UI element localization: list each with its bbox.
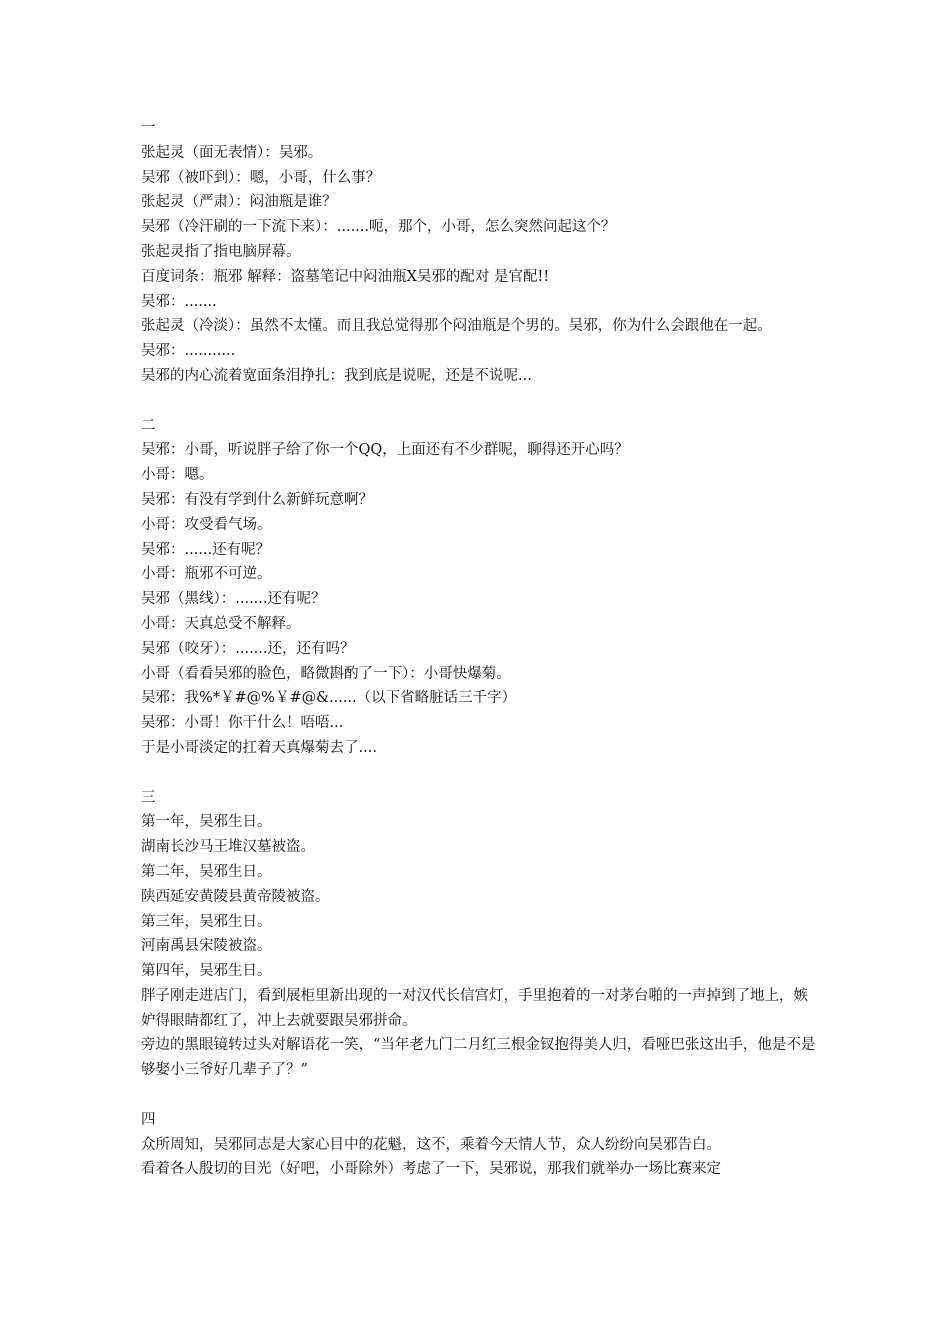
text-line: 吴邪：我%*￥#@%￥#@&......（以下省略脏话三千字）	[141, 690, 517, 707]
text-line: 于是小哥淡定的扛着天真爆菊去了....	[141, 739, 377, 756]
text-line: 湖南长沙马王堆汉墓被盗。	[141, 839, 315, 856]
text-line: 众所周知，吴邪同志是大家心目中的花魁，这不，乘着今天情人节，众人纷纷向吴邪告白。	[141, 1136, 721, 1153]
text-line: 河南禹县宋陵被盗。	[141, 938, 272, 955]
text-line: 小哥：天真总受不解释。	[141, 615, 301, 632]
text-line: 小哥：攻受看气场。	[141, 516, 272, 533]
text-line: 吴邪（黑线）：.......还有呢？	[141, 591, 326, 608]
text-line: 胖子刚走进店门，看到展柜里新出现的一对汉代长信宫灯，手里抱着的一对茅台啪的一声掉到了地上，嫉妒得眼睛都红了，冲上去就要跟吴邪拼命。	[141, 987, 808, 1029]
text-line: 张起灵（冷淡）：虽然不太懂。而且我总觉得那个闷油瓶是个男的。吴邪，你为什么会跟他在一起。	[141, 318, 772, 335]
section-1	[141, 116, 821, 389]
text-line: 小哥：瓶邪不可逆。	[141, 566, 272, 583]
text-line: 吴邪：有没有学到什么新鲜玩意啊？	[141, 491, 373, 508]
text-line: 吴邪（被吓到）：嗯，小哥，什么事？	[141, 169, 381, 186]
section-4	[141, 1108, 821, 1182]
text-line: 第二年，吴邪生日。	[141, 863, 272, 880]
section-3	[141, 786, 821, 1084]
text-line: 吴邪（咬牙）：.......还，还有吗？	[141, 640, 355, 657]
text-line: 张起灵（面无表情）：吴邪。	[141, 144, 323, 161]
section-2	[141, 414, 821, 761]
text-line: 吴邪：.......	[141, 293, 217, 310]
section-heading: 二	[141, 417, 156, 434]
section-spacer	[141, 761, 821, 786]
text-line: 张起灵（严肃）：闷油瓶是谁？	[141, 194, 337, 211]
section-heading: 四	[141, 1111, 156, 1128]
section-spacer	[141, 389, 821, 414]
text-line: 小哥（看看吴邪的脸色，略微斟酌了一下）：小哥快爆菊。	[141, 665, 511, 682]
text-line: 陕西延安黄陵县黄帝陵被盗。	[141, 888, 330, 905]
text-line: 小哥：嗯。	[141, 467, 214, 484]
text-line: 第三年，吴邪生日。	[141, 913, 272, 930]
text-line: 吴邪：小哥！你干什么！唔唔...	[141, 715, 344, 732]
text-line: 吴邪：小哥，听说胖子给了你一个QQ，上面还有不少群呢，聊得还开心吗？	[141, 442, 629, 459]
section-heading: 三	[141, 789, 156, 806]
text-line: 吴邪的内心流着宽面条泪挣扎：我到底是说呢，还是不说呢...	[141, 367, 532, 384]
text-line: 旁边的黑眼镜转过头对解语花一笑，“当年老九门二月红三根金钗抱得美人归，看哑巴张这出手，他是不是够娶小三爷好几辈子了？”	[141, 1037, 816, 1079]
text-line: 吴邪：......还有呢？	[141, 541, 271, 558]
text-line: 第四年，吴邪生日。	[141, 963, 272, 980]
section-heading: 一	[141, 120, 156, 136]
text-line: 第一年，吴邪生日。	[141, 814, 272, 831]
text-line: 百度词条：瓶邪 解释：盗墓笔记中闷油瓶X吴邪的配对 是官配!!	[141, 268, 550, 285]
document-page	[141, 116, 821, 1182]
section-spacer	[141, 1083, 821, 1108]
text-line: 吴邪（冷汗刷的一下流下来）：.......呃，那个，小哥，怎么突然问起这个？	[141, 219, 616, 236]
text-line: 张起灵指了指电脑屏幕。	[141, 243, 301, 260]
text-line: 吴邪：...........	[141, 343, 236, 360]
text-line: 看着各人殷切的目光（好吧，小哥除外）考虑了一下，吴邪说，那我们就举办一场比赛来定	[141, 1161, 721, 1178]
